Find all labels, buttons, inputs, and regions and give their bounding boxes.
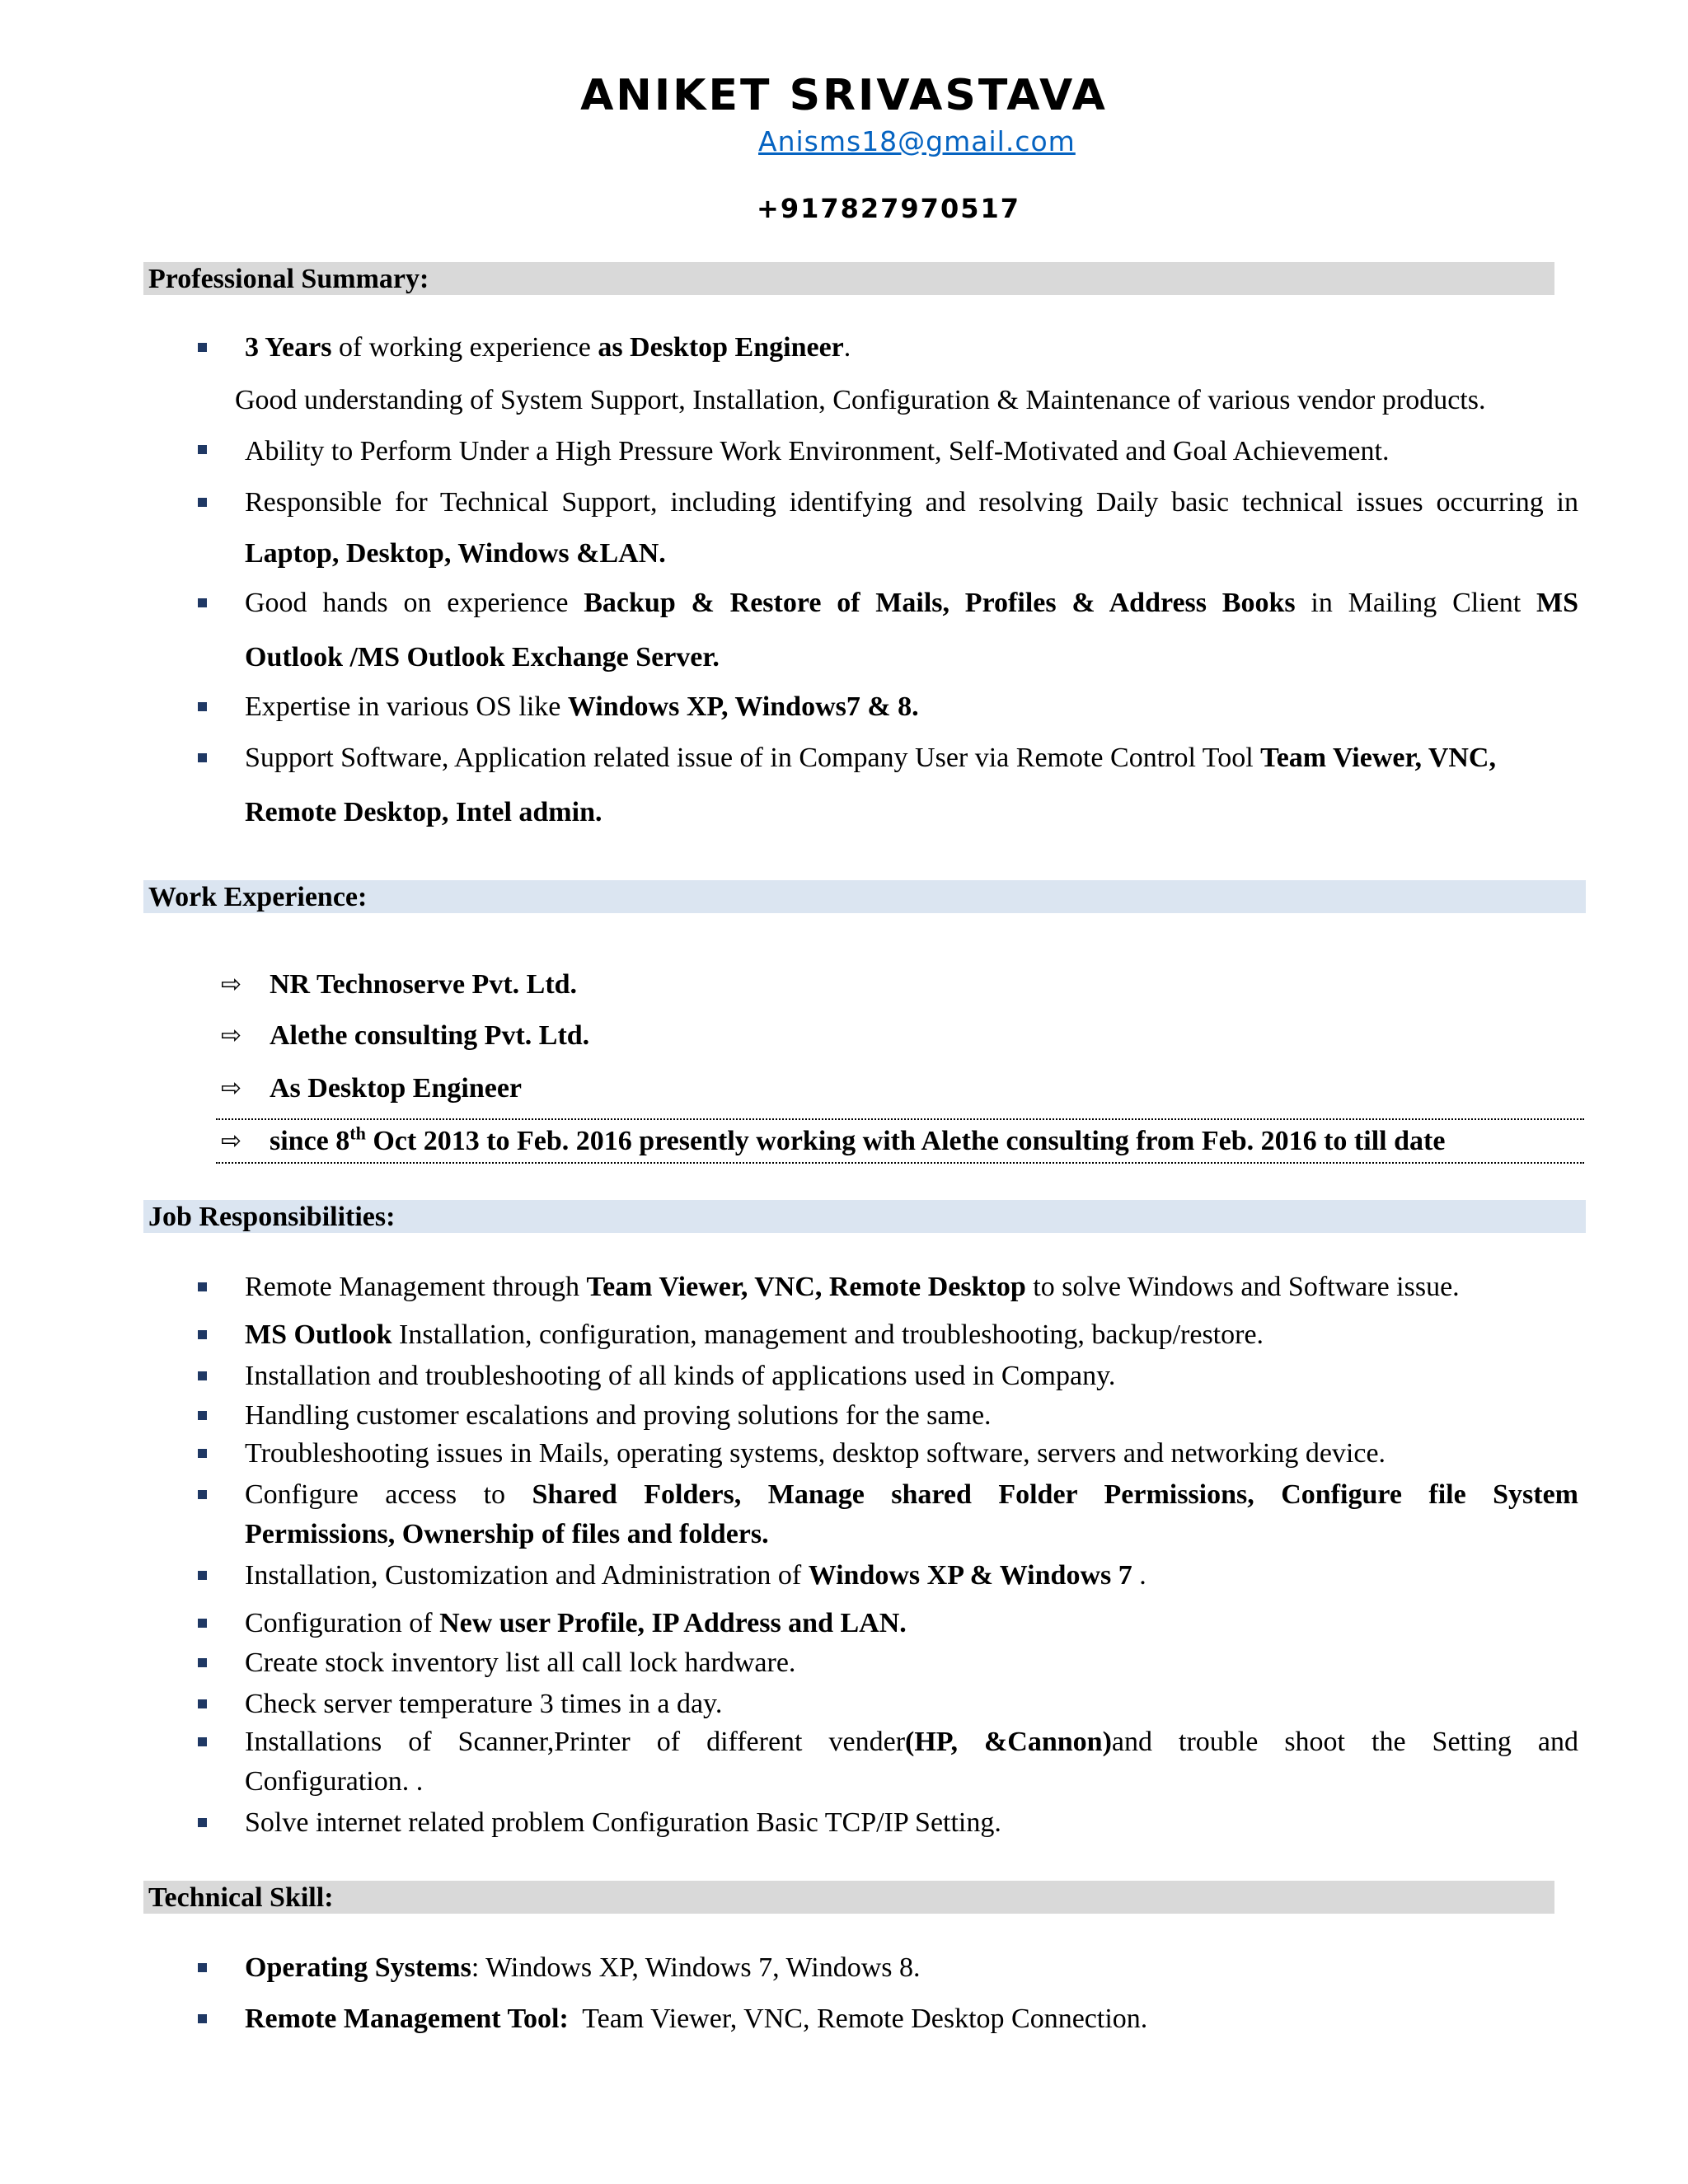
bullet-icon (198, 1282, 207, 1291)
bullet-icon (198, 1619, 207, 1628)
divider (216, 1162, 1584, 1164)
section-job-responsibilities (143, 1200, 1586, 1233)
bullet-icon (198, 1411, 207, 1420)
job-item-11-line-1: Installations of Scanner,Printer of different vender(HP, &Cannon)and trouble shoot the Setting and (245, 1727, 1579, 1757)
summary-item-3: Ability to Perform Under a High Pressure Work Environment, Self-Motivated and Goal Achievement. (245, 436, 1390, 466)
bullet-icon (198, 1963, 207, 1972)
job-item-5: Troubleshooting issues in Mails, operating systems, desktop software, servers and networking device. (245, 1438, 1386, 1469)
summary-item-7-line-2: Remote Desktop, Intel admin. (245, 797, 603, 827)
bullet-icon (198, 343, 207, 352)
bullet-icon (198, 498, 207, 507)
job-item-11-line-2: Configuration. . (245, 1766, 424, 1797)
bullet-icon (198, 598, 207, 607)
work-item-3: As Desktop Engineer (270, 1073, 523, 1104)
arrow-icon: ⇨ (221, 1021, 242, 1050)
section-title: Work Experience: (148, 882, 368, 912)
job-item-3: Installation and troubleshooting of all kinds of applications used in Company. (245, 1361, 1116, 1391)
summary-item-5-line-2: Outlook /MS Outlook Exchange Server. (245, 642, 720, 673)
bullet-icon (198, 2014, 207, 2023)
job-item-6-line-2: Permissions, Ownership of files and folders. (245, 1519, 769, 1549)
arrow-icon: ⇨ (221, 1074, 242, 1103)
summary-item-5-line-1: Good hands on experience Backup & Restore of Mails, Profiles & Address Books in Mailing Client MS (245, 588, 1578, 618)
job-item-6-line-1: Configure access to Shared Folders, Manage shared Folder Permissions, Configure file System (245, 1479, 1579, 1510)
divider (216, 1118, 1584, 1120)
summary-item-1: 3 Years of working experience as Desktop Engineer. (245, 332, 851, 363)
bullet-icon (198, 1330, 207, 1339)
job-item-1: Remote Management through Team Viewer, VNC, Remote Desktop to solve Windows and Software issue. (245, 1272, 1460, 1302)
bullet-icon (198, 753, 207, 762)
tech-item-2: Remote Management Tool: Team Viewer, VNC, Remote Desktop Connection. (245, 2004, 1148, 2034)
work-item-2: Alethe consulting Pvt. Ltd. (270, 1020, 590, 1051)
summary-item-4-line-1: Responsible for Technical Support, including identifying and resolving Daily basic technical issues occurring in (245, 487, 1578, 518)
work-item-4: since 8th Oct 2013 to Feb. 2016 presently working with Alethe consulting from Feb. 2016 to till date (270, 1122, 1446, 1156)
summary-item-4-line-2: Laptop, Desktop, Windows &LAN. (245, 538, 666, 569)
phone-number: +917827970517 (757, 193, 1020, 224)
summary-item-6: Expertise in various OS like Windows XP, Windows7 & 8. (245, 691, 919, 722)
job-item-2: MS Outlook Installation, configuration, management and troubleshooting, backup/restore. (245, 1319, 1264, 1350)
section-title: Technical Skill: (148, 1882, 334, 1913)
job-item-7: Installation, Customization and Administration of Windows XP & Windows 7 . (245, 1560, 1146, 1591)
work-item-1: NR Technoserve Pvt. Ltd. (270, 969, 578, 1000)
job-item-12: Solve internet related problem Configuration Basic TCP/IP Setting. (245, 1807, 1001, 1838)
bullet-icon (198, 1571, 207, 1580)
section-technical-skill (143, 1881, 1554, 1914)
bullet-icon (198, 1699, 207, 1708)
bullet-icon (198, 1737, 207, 1746)
bullet-icon (198, 702, 207, 711)
bullet-icon (198, 1371, 207, 1380)
arrow-icon: ⇨ (221, 1127, 242, 1155)
section-work-experience (143, 880, 1586, 913)
bullet-icon (198, 1490, 207, 1499)
bullet-icon (198, 1449, 207, 1458)
job-item-4: Handling customer escalations and proving solutions for the same. (245, 1400, 992, 1431)
candidate-name: ANIKET SRIVASTAVA (580, 71, 1108, 120)
bullet-icon (198, 1818, 207, 1827)
tech-item-1: Operating Systems: Windows XP, Windows 7, Windows 8. (245, 1952, 921, 1983)
job-item-8: Configuration of New user Profile, IP Address and LAN. (245, 1608, 907, 1638)
summary-item-7-line-1: Support Software, Application related issue of in Company User via Remote Control Tool Team Viewer, VNC, (245, 743, 1496, 773)
bullet-icon (198, 445, 207, 454)
summary-item-2: Good understanding of System Support, Installation, Configuration & Maintenance of various vendor products. (235, 385, 1486, 415)
section-title: Job Responsibilities: (148, 1202, 396, 1232)
job-item-10: Check server temperature 3 times in a day. (245, 1689, 723, 1719)
email-link[interactable]: Anisms18@gmail.com (758, 125, 1076, 157)
arrow-icon: ⇨ (221, 970, 242, 999)
bullet-icon (198, 1658, 207, 1667)
section-professional-summary (143, 262, 1554, 295)
section-title: Professional Summary: (148, 264, 429, 294)
job-item-9: Create stock inventory list all call lock hardware. (245, 1647, 796, 1678)
